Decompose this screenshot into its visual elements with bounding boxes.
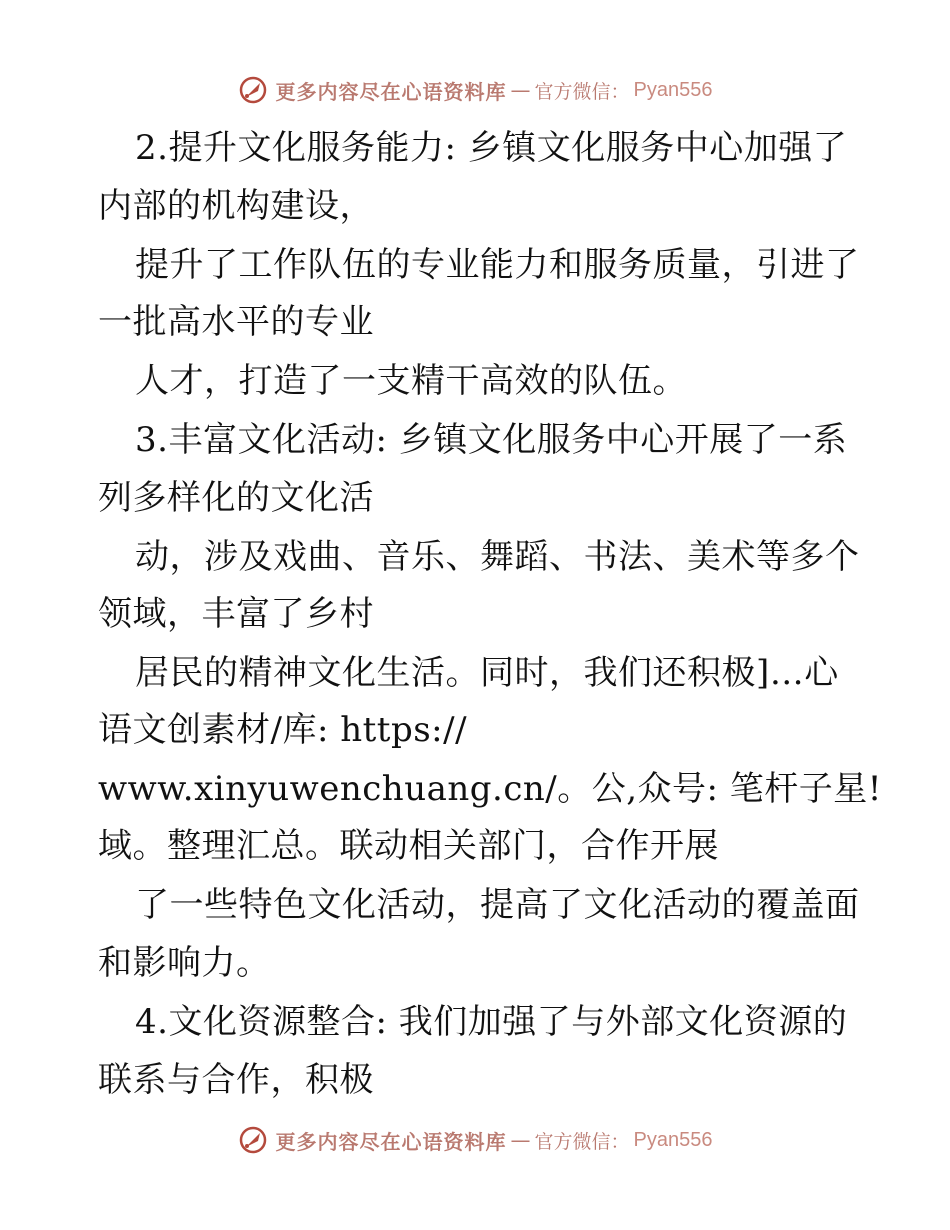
text-line: 域。整理汇总。联动相关部门，合作开展 — [98, 826, 719, 866]
feather-pen-logo-icon — [238, 1125, 268, 1155]
header-site-name: 更多内容尽在心语资料库 — [275, 79, 507, 104]
text-line: 了一些特色文化活动，提高了文化活动的覆盖面 — [135, 885, 860, 925]
text-line: 列多样化的文化活 — [98, 478, 374, 518]
text-line: 一批高水平的专业 — [98, 302, 374, 342]
text-line: 人才，打造了一支精干高效的队伍。 — [135, 361, 687, 401]
text-line: 居民的精神文化生活。同时，我们还积极]…心 — [135, 653, 839, 693]
text-line: 4.文化资源整合: 我们加强了与外部文化资源的 — [135, 1002, 848, 1042]
text-line: 2.提升文化服务能力: 乡镇文化服务中心加强了 — [135, 128, 848, 168]
footer-wechat-id: Pyan556 — [633, 1128, 713, 1151]
text-line: 和影响力。 — [98, 943, 271, 983]
footer-separator: — — [510, 1128, 531, 1152]
footer-site-name: 更多内容尽在心语资料库 — [275, 1129, 507, 1154]
text-line: 提升了工作队伍的专业能力和服务质量，引进了 — [135, 245, 860, 285]
text-line: 领域，丰富了乡村 — [98, 594, 374, 634]
feather-pen-logo-icon — [238, 75, 268, 105]
footer-watermark — [0, 1120, 950, 1160]
header-wechat-id: Pyan556 — [633, 78, 713, 101]
text-line: 语文创素材/库: https:// — [98, 710, 468, 750]
footer-wechat-label: 官方微信： — [534, 1130, 630, 1153]
header-watermark — [0, 70, 950, 110]
text-line: 3.丰富文化活动: 乡镇文化服务中心开展了一系 — [135, 420, 848, 460]
header-wechat-label: 官方微信： — [534, 80, 630, 103]
text-line: 动，涉及戏曲、音乐、舞蹈、书法、美术等多个 — [135, 537, 860, 577]
text-line: www.xinyuwenchuang.cn/。公,众号: 笔杆子星! — [98, 769, 882, 809]
text-line: 内部的机构建设， — [98, 186, 374, 226]
text-line: 联系与合作，积极 — [98, 1060, 374, 1100]
header-separator: — — [510, 78, 531, 102]
